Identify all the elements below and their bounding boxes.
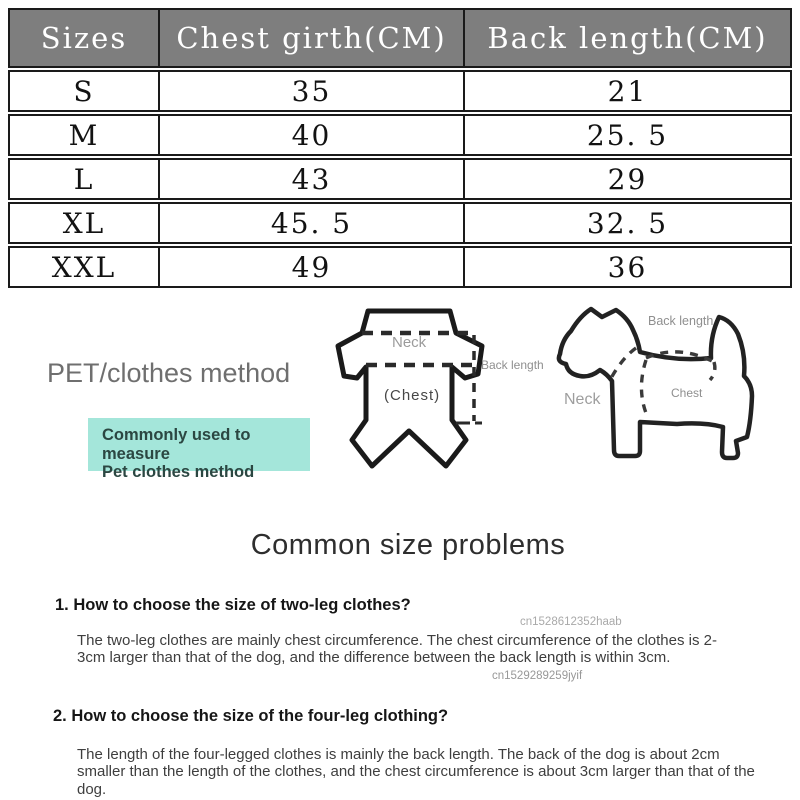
size-row-m	[8, 114, 792, 156]
size-cell: S	[73, 74, 95, 108]
back-cell: 36	[463, 248, 790, 286]
size-cell: XL	[62, 206, 106, 240]
size-row-l	[8, 158, 792, 200]
chest-cell: 40	[158, 116, 463, 154]
clothes-neck-label: Neck	[392, 334, 427, 351]
dog-outline	[559, 309, 752, 458]
chest-cell: 45. 5	[158, 204, 463, 242]
back-cell: 25. 5	[463, 116, 790, 154]
size-row-xxl	[8, 246, 792, 288]
column-header-back-length: Back length(CM)	[463, 10, 790, 66]
faq-question-2: 2. How to choose the size of the four-leg clothing?	[53, 707, 449, 725]
size-row-xl	[8, 202, 792, 244]
size-cell: M	[68, 118, 100, 152]
back-cell: 32. 5	[463, 204, 790, 242]
measure-note-line-2: Pet clothes method	[102, 463, 255, 481]
size-table-header-row	[8, 8, 792, 68]
size-cell: L	[73, 162, 95, 196]
watermark-2: cn1529289259jyif	[492, 670, 583, 682]
chest-cell: 43	[158, 160, 463, 198]
clothes-back-length-label: Back length	[481, 358, 544, 372]
faq-answer-2: The length of the four-legged clothes is mainly the back length. The back of the dog is about 2cm smaller than the length of the clothes, and the chest circumference is about 3cm larger than that of the dog.	[77, 746, 755, 798]
measure-note-line-1: Commonly used to measure	[102, 426, 251, 463]
column-header-sizes: Sizes	[40, 21, 128, 55]
dog-back-length-label: Back length	[648, 314, 714, 328]
faq-answer-1: The two-leg clothes are mainly chest circumference. The chest circumference of the clothes is 2-3cm larger than that of the dog, and the difference between the back length is within 3cm.	[77, 632, 717, 667]
dog-chest-label: Chest	[671, 386, 703, 400]
column-header-chest-girth: Chest girth(CM)	[158, 10, 463, 66]
faq-title: Common size problems	[250, 529, 566, 561]
size-row-s	[8, 70, 792, 112]
size-table	[8, 8, 792, 290]
back-cell: 21	[463, 72, 790, 110]
back-cell: 29	[463, 160, 790, 198]
measure-method-title: PET/clothes method	[47, 358, 291, 388]
faq-question-1: 1. How to choose the size of two-leg clothes?	[55, 596, 411, 614]
watermark-1: cn1528612352haab	[520, 616, 622, 628]
measure-note-box	[88, 418, 310, 481]
clothes-chest-label: (Chest)	[384, 387, 441, 404]
chest-cell: 35	[158, 72, 463, 110]
size-cell: XXL	[51, 250, 117, 284]
chest-cell: 49	[158, 248, 463, 286]
dog-neck-label: Neck	[564, 391, 601, 408]
